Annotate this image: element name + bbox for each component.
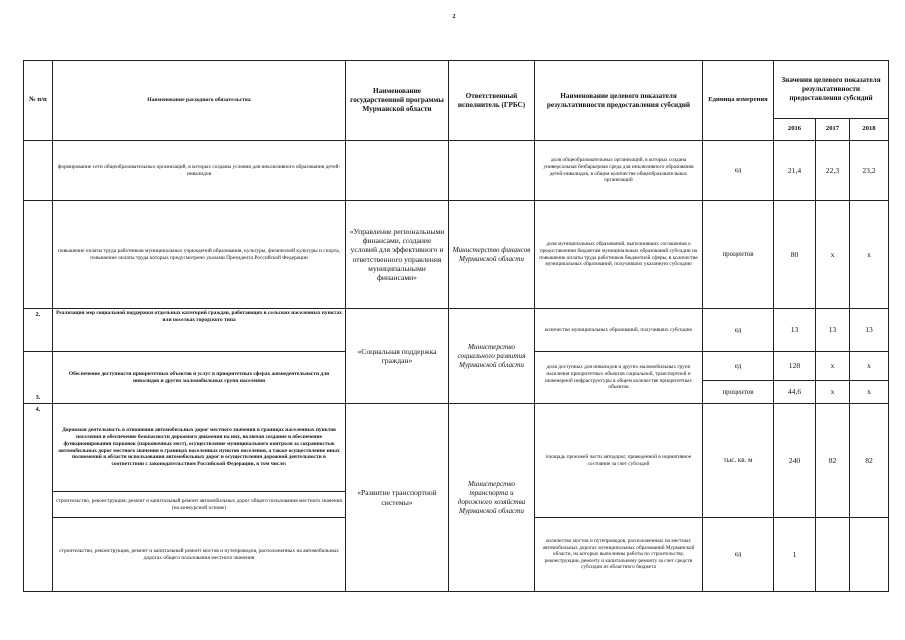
program-cell: «Социальная поддержка граждан» (346, 309, 449, 404)
value-2016: 80 (774, 201, 816, 309)
responsible-cell: Министерство финансов Мурманской области (449, 201, 535, 309)
indicator-cell: количество мостов и путепроводов, расположенных на местных автомобильных дорогах муниципальных образований Мурманской области, на которых выполнены работы по строительству, реконструкции, ремонту и капитальному ремонту за счет средств субсидии из областного бюджета (535, 518, 703, 592)
value-2017: х (816, 201, 850, 309)
value-2017: х (816, 352, 850, 381)
unit-cell: ед (703, 309, 774, 352)
value-2018: 23,2 (850, 141, 889, 201)
unit-cell: ед (703, 352, 774, 381)
obligation-cell: формирование сети общеобразовательных организаций, в которых созданы условия для инклюзивного образования детей-инвалидов (53, 141, 346, 201)
subsidy-indicators-table (23, 60, 889, 592)
responsible-empty (449, 141, 535, 201)
indicator-cell: доля доступных для инвалидов и других маломобильных групп населения приоритетных объектов социальной, транспортной и инженерной инфраструктуры в общем количестве приоритетных объектов (535, 352, 703, 404)
value-2017: х (816, 381, 850, 404)
header-responsible: Ответственный исполнитель (ГРБС) (449, 61, 535, 141)
page-number: 2 (452, 14, 456, 20)
value-2017: 22,3 (816, 141, 850, 201)
indicator-cell: доля общеобразовательных организаций, в которых создана универсальная безбарьерная среда для инклюзивного образования детей-инвалидов, в общем количестве общеобразовательных организаций (535, 141, 703, 201)
row-num: 3. (24, 352, 53, 404)
value-2016: 128 (774, 352, 816, 381)
value-2018 (850, 518, 889, 592)
unit-cell: тыс. кв. м (703, 404, 774, 518)
value-2016: 44,6 (774, 381, 816, 404)
responsible-cell: Министерство социального развития Мурманской области (449, 309, 535, 404)
value-2018: 13 (850, 309, 889, 352)
responsible-cell: Министерство транспорта и дорожного хозяйства Мурманской области (449, 404, 535, 592)
row-num-empty (24, 201, 53, 309)
value-2017: 82 (816, 404, 850, 518)
header-year-2016: 2016 (774, 119, 816, 141)
value-2018: х (850, 352, 889, 381)
value-2018: х (850, 381, 889, 404)
obligation-cell: Дорожная деятельность в отношении автомобильных дорог местного значения в границах населенных пунктов поселения и обеспечение безопасности дорожного движения на них, включая создание и обеспечение функционирования парковок (парковочных мест), осуществление муниципального контроля за сохранностью автомобильных дорог местного значения в границах населенных пунктов поселения, а также осуществление иных полномочий в области использования автомобильных дорог и осуществления дорожной деятельности в соответствии с законодательством Российской Федерации, в том числе: (53, 404, 346, 492)
program-cell: «Управление региональными финансами, создание условий для эффективного и ответственного управления муниципальными финансами» (346, 201, 449, 309)
obligation-cell: строительство, реконструкция, ремонт и капитальный ремонт мостов и путепроводов, расположенных на автомобильных дорогах общего пользования местного значения (53, 518, 346, 592)
unit-cell: процентов (703, 201, 774, 309)
obligation-cell: строительство, реконструкция, ремонт и капитальный ремонт автомобильных дорог общего пользования местного значения (на конкурсной основе) (53, 492, 346, 518)
header-num: № п/п (24, 61, 53, 141)
value-2016: 1 (774, 518, 816, 592)
header-year-2018: 2018 (850, 119, 889, 141)
value-2016: 240 (774, 404, 816, 518)
header-year-2017: 2017 (816, 119, 850, 141)
indicator-cell: площадь проезжей части автодорог, приведенной в нормативное состояние за счет субсидий (535, 404, 703, 518)
unit-cell: ед (703, 518, 774, 592)
program-empty (346, 141, 449, 201)
value-2018: 82 (850, 404, 889, 518)
table-row (24, 201, 889, 309)
indicator-cell: доля муниципальных образований, выполнивших соглашения о предоставлении бюджетам муниципальных образований субсидии на повышение оплаты труда работников бюджетной сферы, в количестве муниципальных образований, получивших указанную субсидию (535, 201, 703, 309)
value-2018: х (850, 201, 889, 309)
obligation-cell: Реализация мер социальной поддержки отдельных категорий граждан, работающих в сельских населенных пунктах или поселках городского типа (53, 309, 346, 352)
unit-cell: процентов (703, 381, 774, 404)
indicator-cell: количество муниципальных образований, получивших субсидию (535, 309, 703, 352)
unit-cell: ед (703, 141, 774, 201)
row-num: 4. (24, 404, 53, 592)
value-2017 (816, 518, 850, 592)
row-num-empty (24, 141, 53, 201)
table-row (24, 404, 889, 492)
header-values: Значения целевого показателя результативности предоставления субсидий (774, 61, 889, 119)
value-2016: 21,4 (774, 141, 816, 201)
header-obligation: Наименование расходного обязательства (53, 61, 346, 141)
row-num: 2. (24, 309, 53, 352)
value-2017: 13 (816, 309, 850, 352)
table-row (24, 141, 889, 201)
header-program: Наименование государственной программы Мурманской области (346, 61, 449, 141)
header-indicator: Наименование целевого показателя результативности предоставления субсидий (535, 61, 703, 141)
program-cell: «Развитие транспортной системы» (346, 404, 449, 592)
header-unit: Единица измерения (703, 61, 774, 141)
obligation-cell: Обеспечение доступности приоритетных объектов и услуг в приоритетных сферах жизнедеятельности для инвалидов и других маломобильных групп населения (53, 352, 346, 404)
value-2016: 13 (774, 309, 816, 352)
table-row (24, 309, 889, 352)
obligation-cell: повышение оплаты труда работников муниципальных учреждений образования, культуры, физической культуры и спорта, повышение оплаты труда которых предусмотрено указами Президента Российской Федерации (53, 201, 346, 309)
